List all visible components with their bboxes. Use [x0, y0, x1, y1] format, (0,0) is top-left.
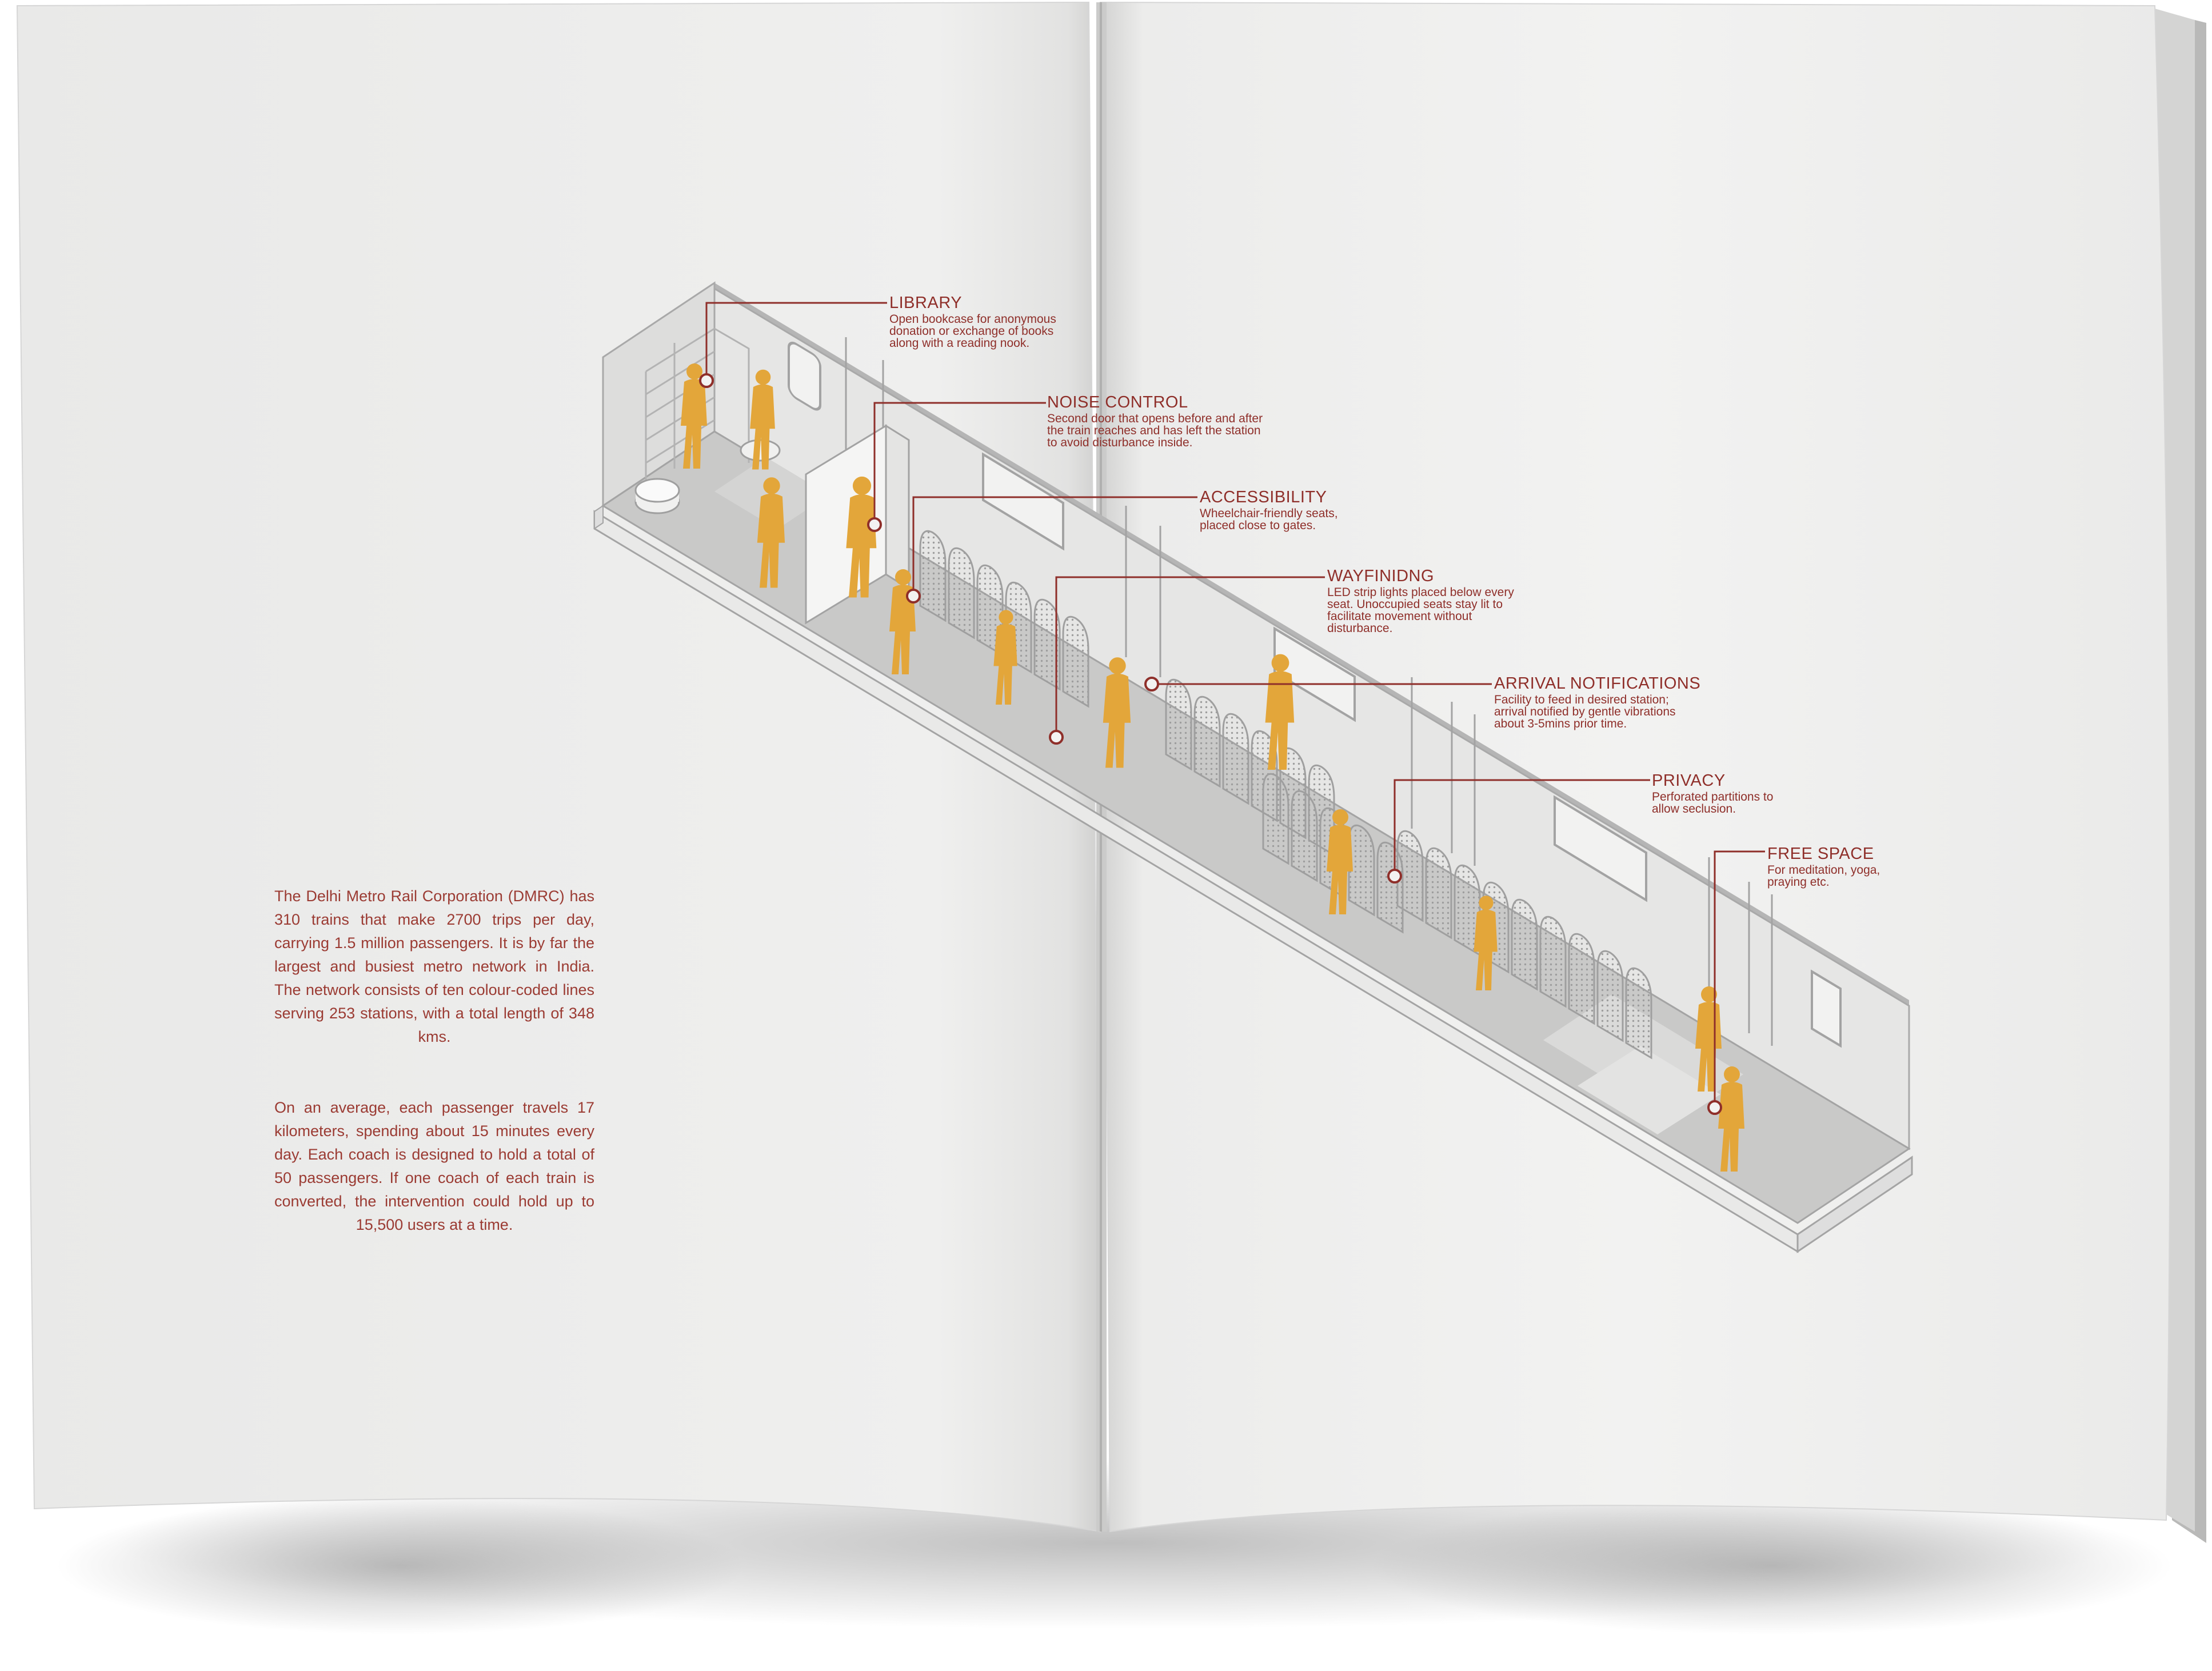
callout-title: LIBRARY — [889, 294, 963, 312]
body-paragraph-1: The Delhi Metro Rail Corporation (DMRC) has 310 trains that make 2700 trips per day, carrying 1.5 million passengers. It is by far the largest and busiest metro network in India. The network consists of ten colour-coded lines serving 253 stations, with a total length of 348 kms. — [274, 888, 594, 1045]
perforated-seat-partition — [1223, 714, 1248, 803]
callout-text: Second door that opens before and after the train reaches and has left the station to avoid disturbance inside. — [1047, 412, 1263, 449]
perforated-seat-partition — [1626, 968, 1651, 1058]
perforated-seat-partition — [1569, 934, 1594, 1024]
callout-library — [889, 294, 1056, 349]
callout-title: NOISE CONTROL — [1047, 393, 1188, 411]
callout-title: FREE SPACE — [1767, 845, 1874, 863]
perforated-seat-partition — [1195, 697, 1220, 786]
perforated-seat-partition — [1292, 791, 1317, 881]
left-page — [17, 2, 1100, 1532]
perforated-seat-partition — [920, 531, 945, 621]
callout-text: Open bookcase for anonymous donation or exchange of books along with a reading nook. — [889, 313, 1056, 350]
perforated-seat-partition — [1512, 900, 1537, 989]
callout-privacy — [1652, 771, 1773, 815]
body-paragraph-2: On an average, each passenger travels 17 kilometers, spending about 15 minutes every day. Each coach is designed to hold a total of 50 passengers. If one coach of each train is converted, the intervention could hold up to 15,500 users at a time. — [274, 1099, 594, 1233]
callout-wayfinding — [1327, 567, 1514, 634]
callout-title: WAYFINIDNG — [1327, 567, 1435, 585]
perforated-seat-partition — [1063, 617, 1088, 706]
perforated-seat-partition — [949, 548, 974, 638]
page-shadow-right — [1372, 1497, 2172, 1634]
callout-noise-control — [1047, 393, 1263, 449]
callout-text: Wheelchair-friendly seats, placed close to gates. — [1200, 507, 1338, 532]
perforated-seat-partition — [1166, 679, 1191, 769]
callout-text: LED strip lights placed below every seat. Unoccupied seats stay lit to facilitate movement without disturbance. — [1327, 586, 1514, 635]
perforated-seat-partition — [1598, 951, 1623, 1041]
callout-title: ACCESSIBILITY — [1200, 488, 1327, 506]
callout-arrival-notifications — [1494, 674, 1700, 730]
callout-title: ARRIVAL NOTIFICATIONS — [1494, 674, 1701, 693]
callout-text: For meditation, yoga, praying etc. — [1767, 864, 1880, 889]
callout-text: Perforated partitions to allow seclusion. — [1652, 790, 1774, 815]
callout-accessibility — [1200, 488, 1338, 531]
perforated-seat-partition — [1540, 917, 1566, 1006]
page-shadow-left — [57, 1497, 743, 1634]
callout-free-space — [1767, 845, 1880, 888]
perforated-seat-partition — [1263, 774, 1288, 864]
callout-text: Facility to feed in desired station; arrival notified by gentle vibrations about 3-5mins prior time. — [1494, 693, 1676, 730]
callout-title: PRIVACY — [1652, 771, 1726, 790]
perforated-seat-partition — [1426, 848, 1451, 938]
